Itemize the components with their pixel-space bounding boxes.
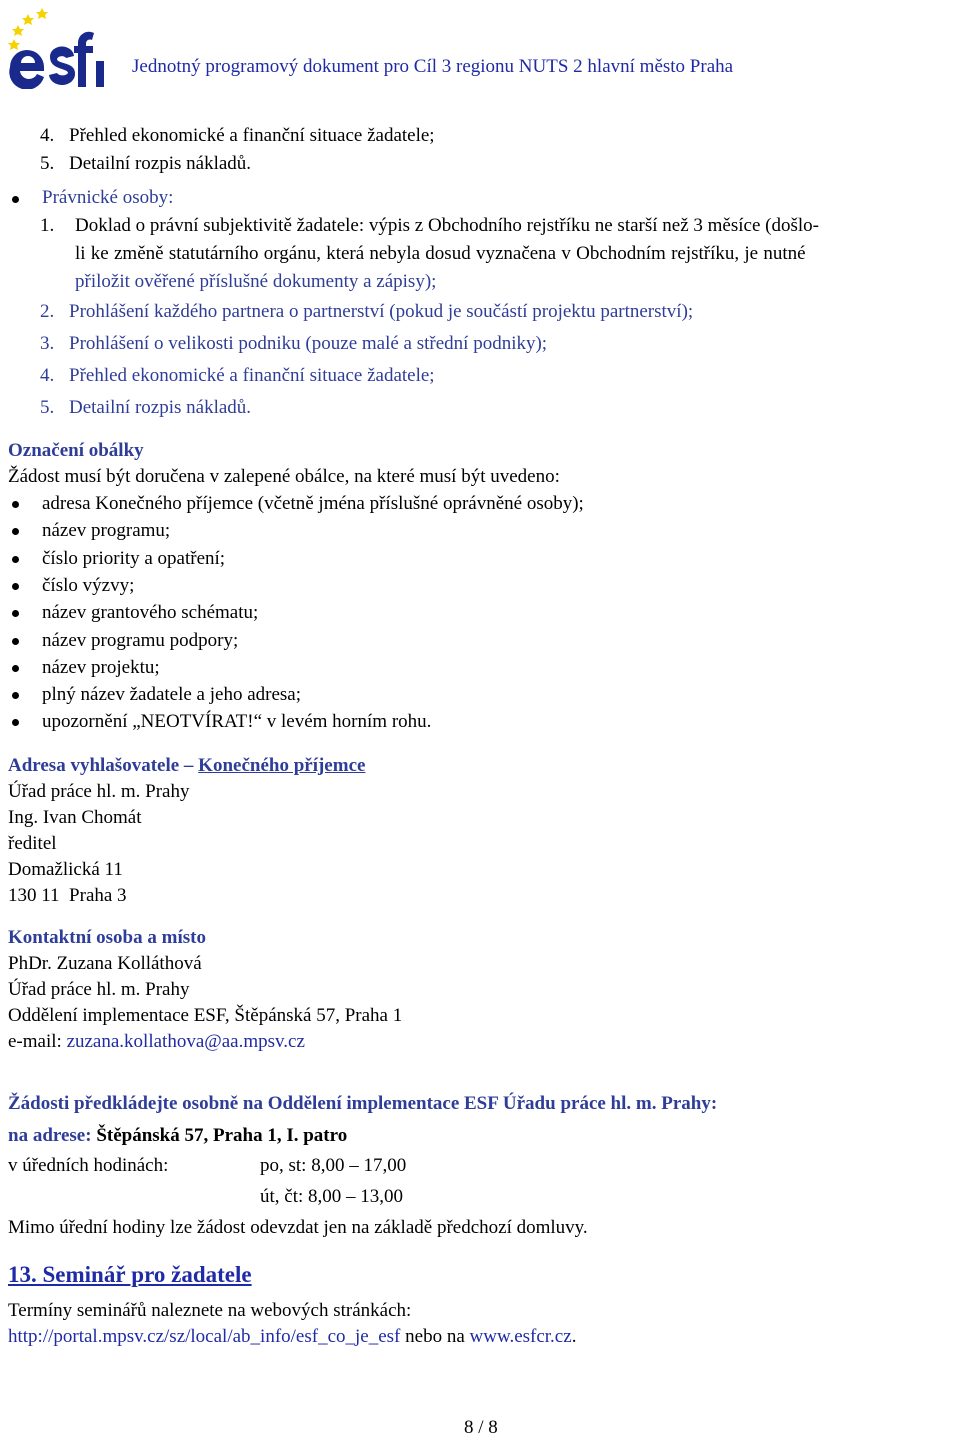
hours-line: út, čt: 8,00 – 13,00 xyxy=(260,1186,404,1207)
bullet-icon xyxy=(12,719,19,726)
seminar-title: 13. Seminář pro žadatele xyxy=(8,1262,252,1287)
email-link[interactable]: zuzana.kollathova@aa.mpsv.cz xyxy=(66,1031,305,1052)
page-number: 8 / 8 xyxy=(464,1417,498,1438)
list-text: Doklad o právní subjektivitě žadatele: výpis z Obchodního rejstříku ne starší než 3 měsíce (došlo- xyxy=(75,215,819,236)
list-number: 3. xyxy=(40,333,55,354)
contact-line: Oddělení implementace ESF, Štěpánská 57, Praha 1 xyxy=(8,1005,403,1026)
list-text: přiložit ověřené příslušné dokumenty a zápisy); xyxy=(75,271,437,292)
list-text: Přehled ekonomické a finanční situace žadatele; xyxy=(69,125,435,146)
seminar-links xyxy=(8,1323,576,1350)
envelope-item: název grantového schématu; xyxy=(42,602,259,624)
hours-label: v úředních hodinách: xyxy=(8,1155,169,1176)
contact-heading: Kontaktní osoba a místo xyxy=(8,927,206,948)
list-text: li ke změně statutárního orgánu, která nebyla dosud vyznačena v Obchodním rejstříku, je nutné xyxy=(75,243,806,264)
address-heading xyxy=(8,752,365,779)
bullet-icon xyxy=(12,556,19,563)
list-number: 5. xyxy=(40,397,55,418)
address-value: Štěpánská 57, Praha 1, I. patro xyxy=(96,1125,348,1146)
bullet-icon xyxy=(12,501,19,508)
address-heading-dash: – xyxy=(179,755,199,776)
envelope-intro: Žádost musí být doručena v zalepené obálce, na které musí být uvedeno: xyxy=(8,466,560,487)
list-item xyxy=(40,330,547,357)
list-text: Detailní rozpis nákladů. xyxy=(69,397,252,418)
envelope-item: název programu; xyxy=(42,520,171,542)
eu-stars-icon xyxy=(8,8,48,50)
list-item xyxy=(40,122,435,149)
address-heading-a: Adresa vyhlašovatele xyxy=(8,755,180,776)
list-item xyxy=(40,394,251,421)
bullet-icon xyxy=(12,638,19,645)
link-separator: nebo na xyxy=(400,1326,470,1347)
contact-line: PhDr. Zuzana Kolláthová xyxy=(8,953,202,974)
bullet-icon xyxy=(12,692,19,699)
portal-link[interactable]: http://portal.mpsv.cz/sz/local/ab_info/esf_co_je_esf xyxy=(8,1326,401,1347)
envelope-item: název programu podpory; xyxy=(42,629,239,651)
address-line: Ing. Ivan Chomát xyxy=(8,807,142,828)
list-number: 4. xyxy=(40,125,55,146)
contact-line: Úřad práce hl. m. Prahy xyxy=(8,979,190,1000)
list-item xyxy=(40,298,693,325)
envelope-item: název projektu; xyxy=(42,656,160,678)
list-item xyxy=(40,150,251,177)
list-number: 2. xyxy=(40,301,55,322)
list-text: Prohlášení o velikosti podniku (pouze malé a střední podniky); xyxy=(69,333,548,354)
document-header-title: Jednotný programový dokument pro Cíl 3 regionu NUTS 2 hlavní město Praha xyxy=(132,56,734,77)
list-number: 4. xyxy=(40,365,55,386)
list-item xyxy=(40,362,435,389)
bullet-icon xyxy=(12,528,19,535)
bullet-icon xyxy=(12,196,19,203)
seminar-text: Termíny seminářů naleznete na webových stránkách: xyxy=(8,1300,412,1321)
list-number: 5. xyxy=(40,153,55,174)
envelope-item: číslo priority a opatření; xyxy=(42,547,226,569)
esf-logo xyxy=(6,5,106,89)
envelope-item: plný název žadatele a jeho adresa; xyxy=(42,684,301,706)
email-label: e-mail: xyxy=(8,1031,67,1052)
list-text: Přehled ekonomické a finanční situace žadatele; xyxy=(69,365,435,386)
list-text: Prohlášení každého partnera o partnerství (pokud je součástí projektu partnerství); xyxy=(69,301,694,322)
hours-line: po, st: 8,00 – 17,00 xyxy=(260,1155,407,1176)
address-line: Domažlická 11 xyxy=(8,859,123,880)
list-item xyxy=(40,212,54,239)
link-end: . xyxy=(571,1326,577,1347)
legal-entities-label: Právnické osoby: xyxy=(42,187,174,208)
submission-address xyxy=(8,1122,347,1149)
address-line: Úřad práce hl. m. Prahy xyxy=(8,781,190,802)
bullet-icon xyxy=(12,665,19,672)
list-text: Detailní rozpis nákladů. xyxy=(69,153,252,174)
esfcr-link[interactable]: www.esfcr.cz xyxy=(469,1326,572,1347)
address-line: 130 11 Praha 3 xyxy=(8,885,127,906)
address-line: ředitel xyxy=(8,833,57,854)
envelope-item: číslo výzvy; xyxy=(42,574,135,596)
address-label: na adrese: xyxy=(8,1125,97,1146)
bullet-icon xyxy=(12,583,19,590)
submission-note: Mimo úřední hodiny lze žádost odevzdat jen na základě předchozí domluvy. xyxy=(8,1217,588,1238)
contact-email-row xyxy=(8,1028,305,1055)
list-number: 1. xyxy=(40,215,55,236)
bullet-icon xyxy=(12,610,19,617)
envelope-heading: Označení obálky xyxy=(8,440,144,461)
envelope-item: upozornění „NEOTVÍRAT!“ v levém horním rohu. xyxy=(42,711,432,733)
envelope-item: adresa Konečného příjemce (včetně jména příslušné oprávněné osoby); xyxy=(42,493,584,514)
address-heading-b: Konečného příjemce xyxy=(198,755,366,776)
submission-heading: Žádosti předkládejte osobně na Oddělení implementace ESF Úřadu práce hl. m. Prahy: xyxy=(8,1093,718,1114)
